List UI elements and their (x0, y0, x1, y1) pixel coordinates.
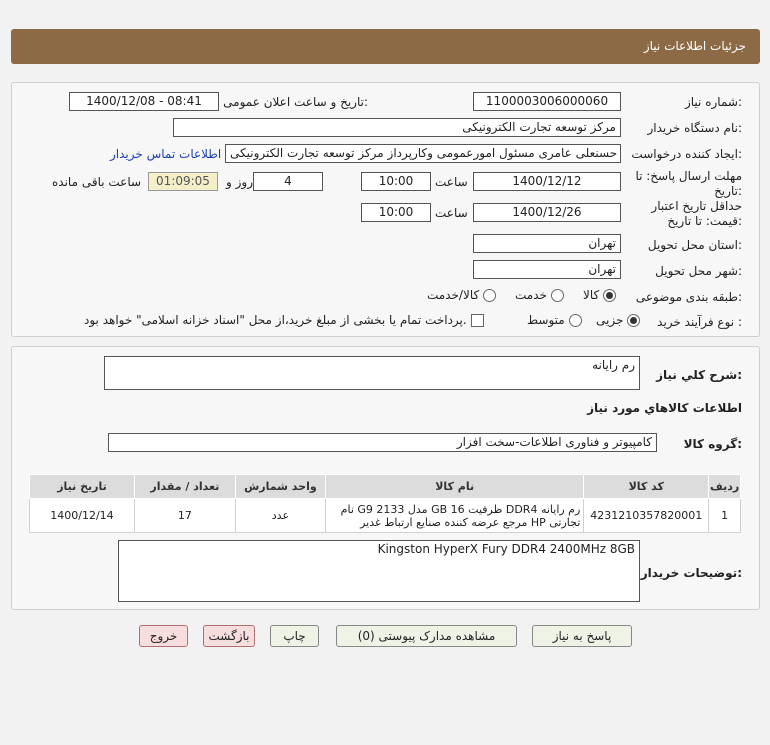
cell-date: 1400/12/14 (30, 499, 135, 533)
summary-label: شرح کلي نياز: (656, 368, 742, 382)
process-option-partial[interactable]: جزیی (596, 313, 640, 327)
buyer-contact-link[interactable]: اطلاعات تماس خریدار (110, 147, 222, 161)
deadline-time-field: 10:00 (361, 172, 431, 191)
need-number-label: شماره نیاز: (684, 95, 742, 109)
cell-code: 4231210357820001 (584, 499, 709, 533)
back-button[interactable]: بازگشت (203, 625, 255, 647)
deadline-time-label: ساعت (435, 175, 468, 189)
checkbox-icon (471, 314, 484, 327)
table-header-row (30, 475, 741, 499)
province-field: تهران (473, 234, 621, 253)
page-header (11, 29, 760, 64)
col-header-name: نام کالا (326, 475, 584, 499)
radio-selected-icon (627, 314, 640, 327)
treasury-payment-checkbox[interactable]: پرداخت تمام یا بخشی از مبلغ خرید،از محل "اسناد خزانه اسلامی" خواهد بود. (84, 313, 484, 327)
cell-name: رم رایانه DDR4 ظرفیت 16 GB مدل 2133 G9 نام تجارتی HP مرجع عرضه کننده صنایع ارتباط غدیر (326, 499, 584, 533)
col-header-code: کد کالا (584, 475, 709, 499)
category-label: طبقه بندی موضوعی: (635, 290, 742, 304)
col-header-index: ردیف (709, 475, 741, 499)
requester-label: ایجاد کننده درخواست: (631, 147, 742, 161)
reply-button[interactable]: پاسخ به نیاز (532, 625, 632, 647)
validity-time-label: ساعت (435, 206, 468, 220)
attachments-button[interactable]: مشاهده مدارک پیوستی (0) (336, 625, 517, 647)
category-option-service[interactable]: خدمت (515, 288, 564, 302)
buyer-notes-label: توضیحات خریدار: (640, 566, 742, 580)
cell-unit: عدد (235, 499, 325, 533)
radio-icon (551, 289, 564, 302)
goods-group-label: گروه کالا: (683, 437, 742, 451)
process-label: نوع فرآیند خرید : (657, 315, 742, 329)
requester-field: حسنعلی عامری مسئول امورعمومی وکارپرداز مرکز توسعه تجارت الکترونیکی (225, 144, 621, 163)
announce-label: تاریخ و ساعت اعلان عمومی: (223, 95, 368, 109)
summary-field: رم رایانه (104, 356, 640, 390)
announce-field: 1400/12/08 - 08:41 (69, 92, 219, 111)
page-title: جزئیات اطلاعات نیاز (643, 39, 746, 53)
radio-icon (569, 314, 582, 327)
deadline-days-label: روز و (226, 175, 253, 189)
radio-icon (483, 289, 496, 302)
col-header-qty: تعداد / مقدار (134, 475, 235, 499)
validity-date-field: 1400/12/26 (473, 203, 621, 222)
col-header-date: تاریخ نیاز (30, 475, 135, 499)
buyer-org-label: نام دستگاه خریدار: (647, 121, 742, 135)
category-option-goods[interactable]: کالا (583, 288, 616, 302)
cell-qty: 17 (134, 499, 235, 533)
validity-label: حداقل تاریخ اعتبار قیمت: تا تاریخ: (651, 199, 742, 228)
items-table-wrapper (29, 474, 741, 533)
print-button[interactable]: چاپ (270, 625, 319, 647)
deadline-days-field: 4 (253, 172, 323, 191)
cell-index: 1 (709, 499, 741, 533)
city-field: تهران (473, 260, 621, 279)
goods-info-title: اطلاعات کالاهاي مورد نياز (587, 401, 742, 415)
province-label: استان محل تحویل: (647, 238, 742, 252)
deadline-date-field: 1400/12/12 (473, 172, 621, 191)
buyer-notes-field: Kingston HyperX Fury DDR4 2400MHz 8GB (118, 540, 640, 602)
col-header-unit: واحد شمارش (235, 475, 325, 499)
remaining-timer: 01:09:05 (148, 172, 218, 191)
category-option-goods-service[interactable]: کالا/خدمت (427, 288, 496, 302)
items-table (29, 474, 741, 533)
table-row[interactable] (30, 499, 741, 533)
process-option-medium[interactable]: متوسط (527, 313, 582, 327)
buyer-org-field: مرکز توسعه تجارت الکترونیکی (173, 118, 621, 137)
deadline-label: مهلت ارسال پاسخ: تا تاریخ: (635, 169, 742, 198)
need-number-field: 1100003006000060 (473, 92, 621, 111)
exit-button[interactable]: خروج (139, 625, 188, 647)
city-label: شهر محل تحویل: (655, 264, 742, 278)
goods-group-field: کامپیوتر و فناوری اطلاعات-سخت افزار (108, 433, 657, 452)
validity-time-field: 10:00 (361, 203, 431, 222)
radio-selected-icon (603, 289, 616, 302)
remaining-label: ساعت باقی مانده (52, 175, 142, 189)
